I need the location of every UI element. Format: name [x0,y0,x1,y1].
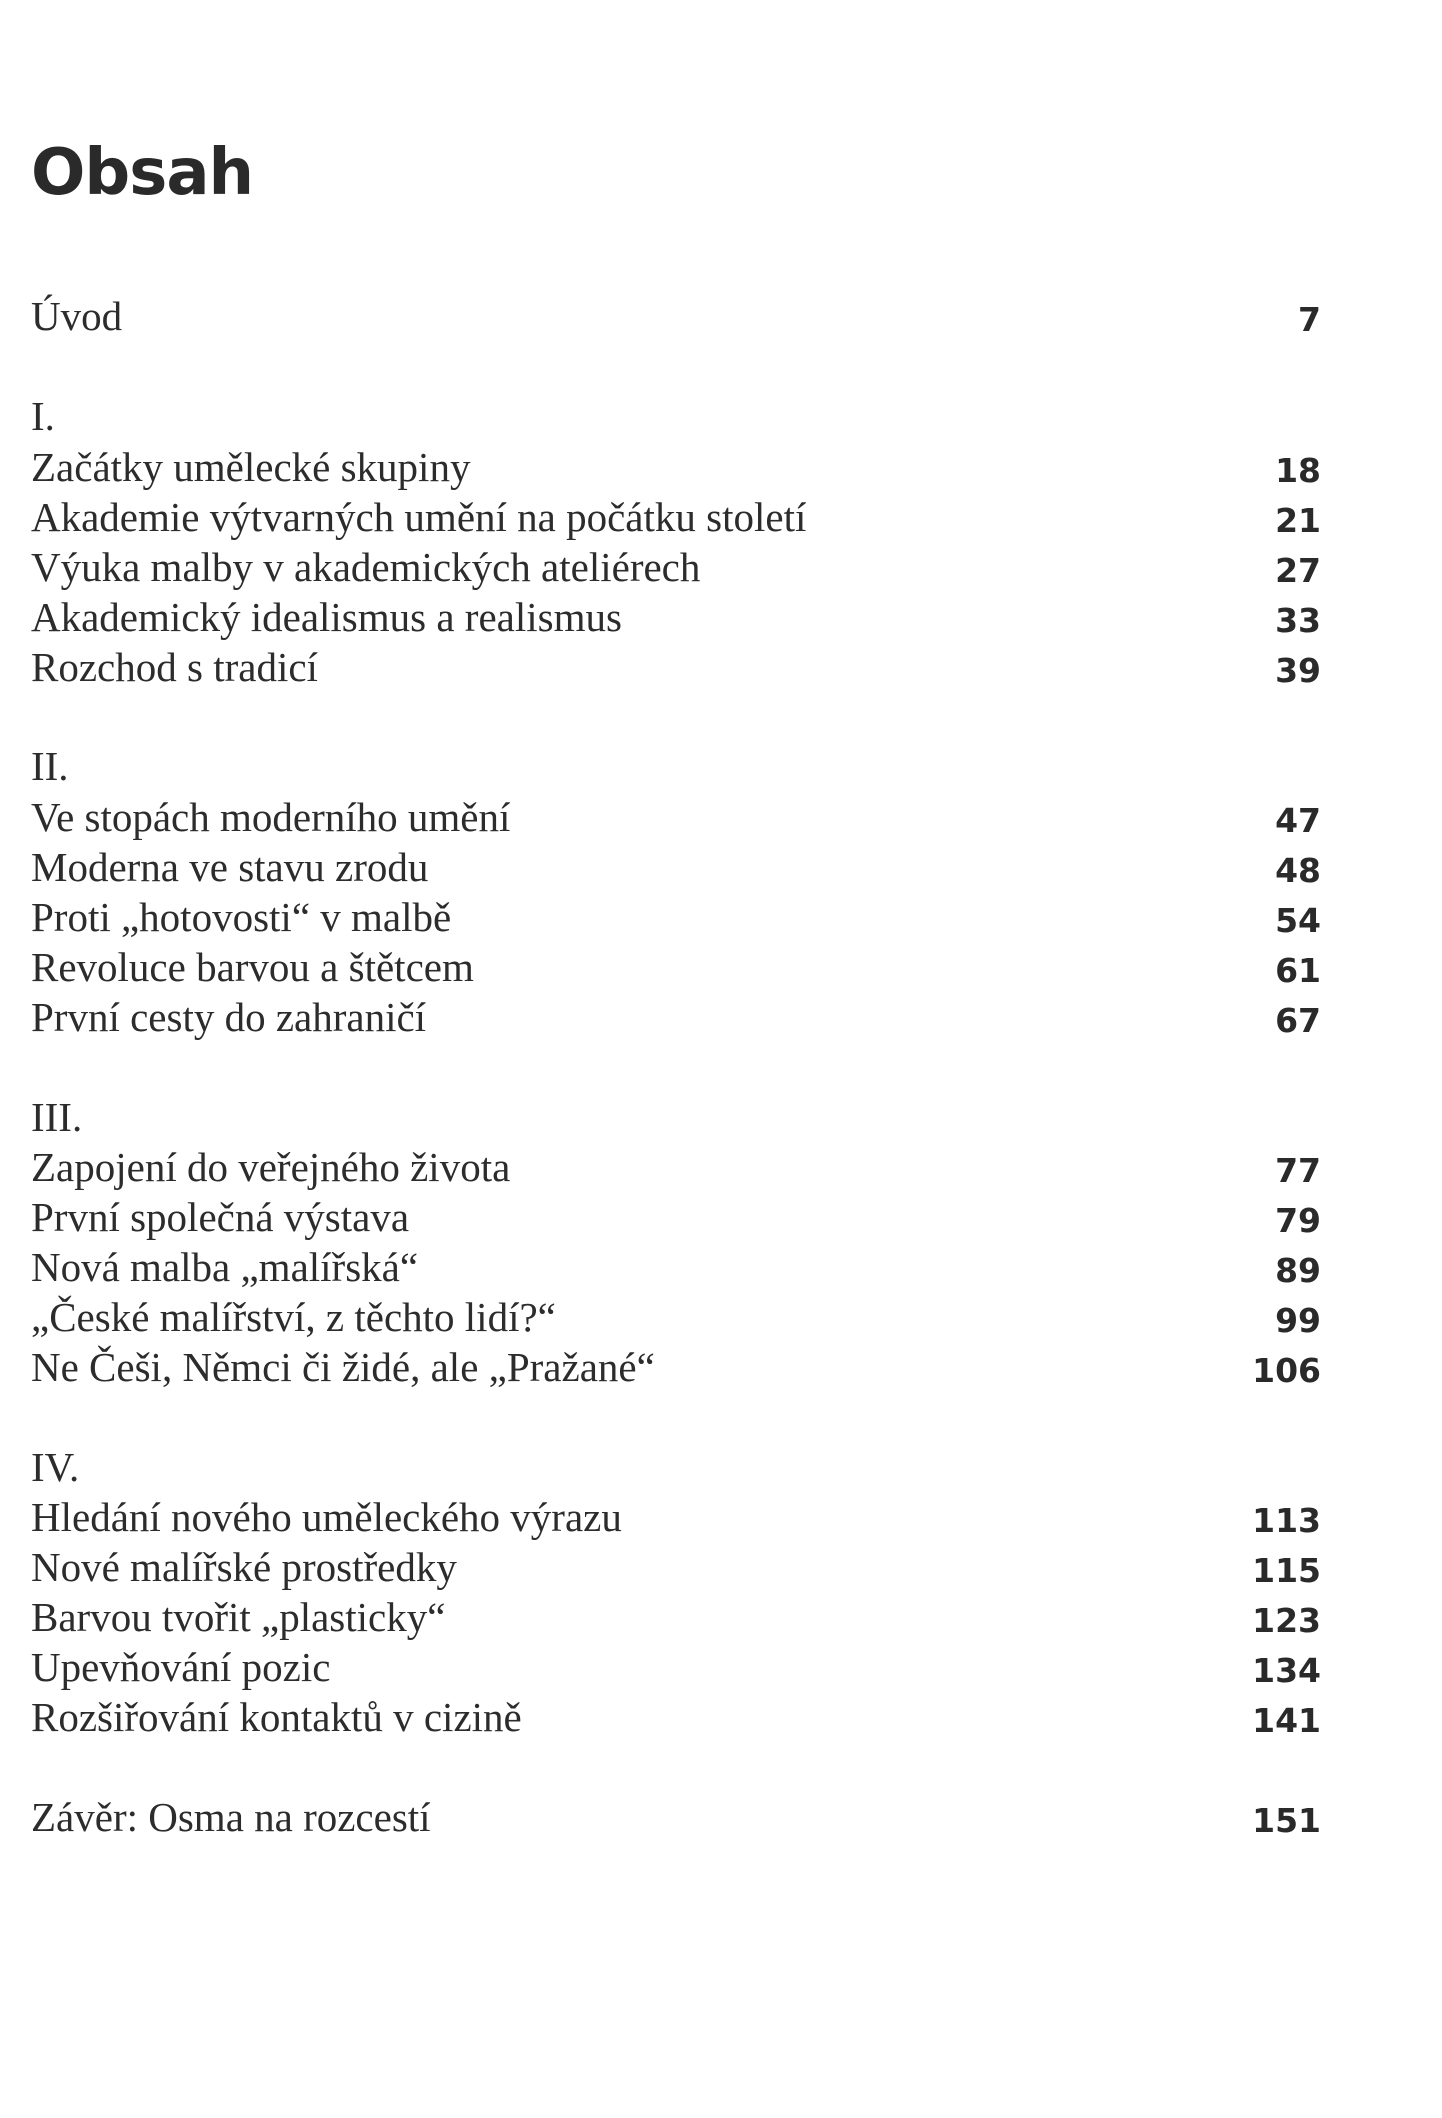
toc-entry[interactable] [31,1642,1321,1692]
toc-entry[interactable] [31,1192,1321,1242]
toc-entry[interactable] [31,1542,1321,1592]
toc-entry[interactable] [31,892,1321,942]
toc-entry-page: 89 [1275,1251,1321,1290]
toc-entry-label: Barvou tvořit „plasticky“ [31,1594,446,1640]
toc-entry[interactable] [31,992,1321,1042]
toc-entry-label: Výuka malby v akademických ateliérech [31,544,701,590]
toc-entry[interactable] [31,842,1321,892]
toc-entry-label: Rozchod s tradicí [31,644,318,690]
toc-entry-label: Závěr: Osma na rozcestí [31,1794,431,1840]
part-heading: I. [31,393,55,439]
part-heading: IV. [31,1444,80,1490]
toc-entry-page: 61 [1275,951,1321,990]
toc-entry-page: 113 [1252,1501,1321,1540]
toc-entry-label: První společná výstava [31,1194,410,1240]
toc-entry-page: 7 [1298,300,1321,339]
toc-entry-label: Upevňování pozic [31,1644,331,1690]
toc-entry[interactable] [31,642,1321,692]
toc-entry-label: Akademický idealismus a realismus [31,594,622,640]
toc-entry-label: Ne Češi, Němci či židé, ale „Pražané“ [31,1344,655,1390]
toc-entry[interactable] [31,1692,1321,1742]
toc-entry[interactable] [31,1142,1321,1192]
toc-entry-page: 134 [1252,1651,1321,1690]
toc-entry[interactable] [31,1292,1321,1342]
toc-entry[interactable] [31,1342,1321,1392]
toc-entry-label: Revoluce barvou a štětcem [31,944,474,990]
part-heading: III. [31,1094,83,1140]
toc-entry-label: Rozšiřování kontaktů v cizině [31,1694,522,1740]
toc-entry-page: 18 [1275,451,1321,490]
toc-entry-page: 47 [1275,801,1321,840]
toc-entry-label: Zapojení do veřejného života [31,1144,511,1190]
toc-entry-label: Akademie výtvarných umění na počátku století [31,494,807,540]
toc-entry-label: Úvod [31,293,123,339]
toc-entry-page: 79 [1275,1201,1321,1240]
toc-entry-page: 123 [1252,1601,1321,1640]
toc-entry-intro[interactable] [31,291,1321,341]
toc-entry-page: 48 [1275,851,1321,890]
toc-entry[interactable] [31,1242,1321,1292]
toc-entry-label: „České malířství, z těchto lidí?“ [31,1294,556,1340]
toc-entry[interactable] [31,1592,1321,1642]
toc-entry-page: 33 [1275,601,1321,640]
part-heading: II. [31,743,69,789]
toc-entry-page: 39 [1275,651,1321,690]
toc-entry[interactable] [31,942,1321,992]
toc-entry-label: Začátky umělecké skupiny [31,444,471,490]
toc-entry-label: Nové malířské prostředky [31,1544,457,1590]
toc-entry-page: 27 [1275,551,1321,590]
toc-entry[interactable] [31,1492,1321,1542]
toc-entry[interactable] [31,442,1321,492]
toc-entry[interactable] [31,492,1321,542]
toc-entry[interactable] [31,592,1321,642]
toc-entry-label: Ve stopách moderního umění [31,794,511,840]
toc-entry-page: 115 [1252,1551,1321,1590]
toc-entry-conclusion[interactable] [31,1792,1321,1842]
toc-entry-page: 99 [1275,1301,1321,1340]
toc-entry-page: 67 [1275,1001,1321,1040]
toc-entry-label: Moderna ve stavu zrodu [31,844,429,890]
toc-entry-label: První cesty do zahraničí [31,994,427,1040]
toc-entry-page: 151 [1252,1801,1321,1840]
toc-entry[interactable] [31,542,1321,592]
toc-entry-page: 54 [1275,901,1321,940]
page-title: Obsah [31,136,254,210]
toc-entry-label: Hledání nového uměleckého výrazu [31,1494,622,1540]
toc-entry-page: 77 [1275,1151,1321,1190]
toc-entry-label: Nová malba „malířská“ [31,1244,419,1290]
toc-entry[interactable] [31,792,1321,842]
toc-entry-label: Proti „hotovosti“ v malbě [31,894,452,940]
toc-entry-page: 141 [1252,1701,1321,1740]
toc-entry-page: 21 [1275,501,1321,540]
toc-entry-page: 106 [1252,1351,1321,1390]
